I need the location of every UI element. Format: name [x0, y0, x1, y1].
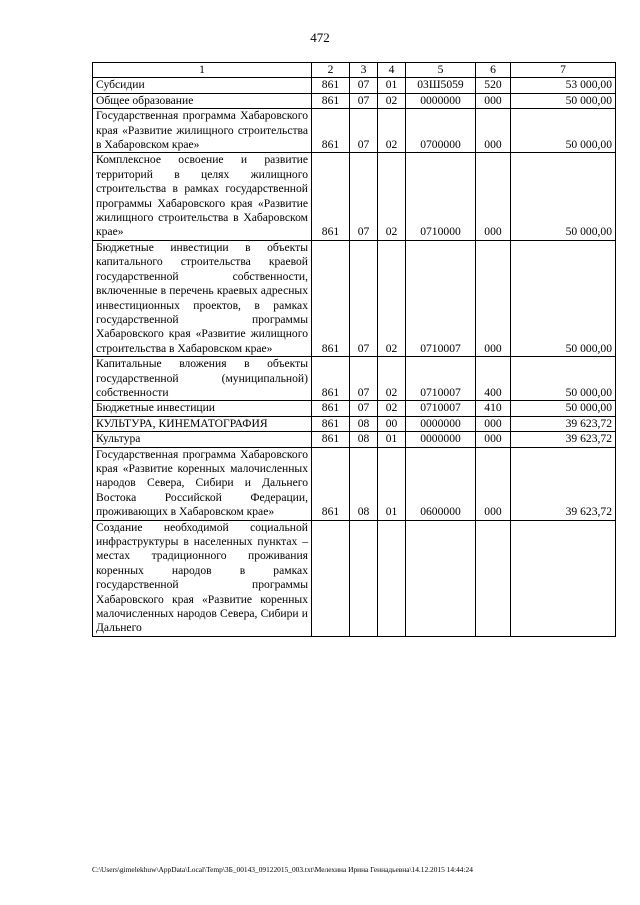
cell-subsection: 02 [378, 401, 406, 416]
cell-expense-type [476, 520, 511, 636]
table-row [93, 447, 616, 520]
row-name: Общее образование [93, 93, 312, 108]
table-row [93, 153, 616, 240]
row-name: Капитальные вложения в объекты государственной (муниципальной) собственности [93, 357, 312, 401]
cell-target-article: 0000000 [406, 432, 476, 447]
cell-target-article: 0000000 [406, 93, 476, 108]
cell-subsection: 00 [378, 416, 406, 431]
cell-subsection: 01 [378, 447, 406, 520]
cell-ministry: 861 [312, 432, 350, 447]
table-row [93, 432, 616, 447]
cell-subsection: 02 [378, 93, 406, 108]
cell-ministry: 861 [312, 240, 350, 356]
cell-expense-type: 000 [476, 447, 511, 520]
cell-amount: 53 000,00 [511, 78, 616, 93]
cell-expense-type: 000 [476, 432, 511, 447]
row-name: Бюджетные инвестиции в объекты капитального строительства краевой государственной собственности, включенные в перечень краевых адресных инвестиционных проектов, в рамках государственной программы Хабаровского края «Развитие жилищного строительства в Хабаровском крае» [93, 240, 312, 356]
cell-ministry: 861 [312, 153, 350, 240]
cell-ministry: 861 [312, 93, 350, 108]
cell-expense-type: 400 [476, 357, 511, 401]
cell-target-article: 0600000 [406, 447, 476, 520]
cell-ministry: 861 [312, 357, 350, 401]
cell-section: 07 [350, 240, 378, 356]
row-name: КУЛЬТУРА, КИНЕМАТОГРАФИЯ [93, 416, 312, 431]
page-number: 472 [310, 30, 330, 45]
cell-ministry [312, 520, 350, 636]
row-name: Государственная программа Хабаровского края «Развитие жилищного строительства в Хабаровском крае» [93, 109, 312, 153]
cell-section: 07 [350, 153, 378, 240]
cell-subsection: 02 [378, 240, 406, 356]
column-header: 2 [312, 63, 350, 78]
column-header: 3 [350, 63, 378, 78]
table-row [93, 401, 616, 416]
row-name: Создание необходимой социальной инфраструктуры в населенных пунктах – местах традиционного проживания коренных народов в рамках государственной программы Хабаровского края «Развитие коренных малочисленных народов Севера, Сибири и Дальнего [93, 520, 312, 636]
cell-section: 08 [350, 432, 378, 447]
cell-expense-type: 410 [476, 401, 511, 416]
cell-section: 07 [350, 78, 378, 93]
cell-section: 07 [350, 93, 378, 108]
column-header: 7 [511, 63, 616, 78]
cell-subsection: 01 [378, 432, 406, 447]
table-row [93, 520, 616, 636]
row-name: Бюджетные инвестиции [93, 401, 312, 416]
column-header: 1 [93, 63, 312, 78]
table-row [93, 109, 616, 153]
cell-expense-type: 000 [476, 240, 511, 356]
cell-target-article: 0000000 [406, 416, 476, 431]
cell-subsection: 02 [378, 357, 406, 401]
cell-subsection: 02 [378, 109, 406, 153]
cell-ministry: 861 [312, 401, 350, 416]
cell-expense-type: 000 [476, 153, 511, 240]
cell-section: 08 [350, 447, 378, 520]
cell-ministry: 861 [312, 78, 350, 93]
table-header-row [93, 63, 616, 78]
cell-amount: 50 000,00 [511, 357, 616, 401]
cell-amount [511, 520, 616, 636]
table-row [93, 78, 616, 93]
cell-target-article: 0710007 [406, 240, 476, 356]
column-header: 4 [378, 63, 406, 78]
cell-subsection [378, 520, 406, 636]
cell-ministry: 861 [312, 416, 350, 431]
cell-expense-type: 000 [476, 416, 511, 431]
cell-amount: 50 000,00 [511, 109, 616, 153]
cell-target-article: 0710000 [406, 153, 476, 240]
file-path-footer: C:\Users\gimelekhuw\AppData\Local\Temp\3Б_00143_09122015_003.txt\Мелехина Ирина Геннадьевна\14.12.2015 14:44:24 [92, 865, 473, 874]
row-name: Комплексное освоение и развитие территорий в целях жилищного строительства в рамках государственной программы Хабаровского края «Развитие жилищного строительства в Хабаровском крае» [93, 153, 312, 240]
cell-section: 07 [350, 357, 378, 401]
cell-section: 08 [350, 416, 378, 431]
cell-expense-type: 520 [476, 78, 511, 93]
cell-ministry: 861 [312, 109, 350, 153]
column-header: 5 [406, 63, 476, 78]
table-row [93, 240, 616, 356]
row-name: Государственная программа Хабаровского края «Развитие коренных малочисленных народов Севера, Сибири и Дальнего Востока Российской Федерации, проживающих в Хабаровском крае» [93, 447, 312, 520]
cell-target-article: 0710007 [406, 401, 476, 416]
cell-amount: 50 000,00 [511, 401, 616, 416]
cell-target-article: 0710007 [406, 357, 476, 401]
cell-subsection: 01 [378, 78, 406, 93]
cell-expense-type: 000 [476, 93, 511, 108]
cell-target-article: 0700000 [406, 109, 476, 153]
cell-ministry: 861 [312, 447, 350, 520]
cell-amount: 50 000,00 [511, 93, 616, 108]
cell-amount: 39 623,72 [511, 432, 616, 447]
cell-amount: 39 623,72 [511, 416, 616, 431]
budget-table [92, 62, 616, 637]
cell-target-article: 03Ш5059 [406, 78, 476, 93]
row-name: Субсидии [93, 78, 312, 93]
column-header: 6 [476, 63, 511, 78]
cell-expense-type: 000 [476, 109, 511, 153]
cell-amount: 50 000,00 [511, 153, 616, 240]
row-name: Культура [93, 432, 312, 447]
cell-amount: 50 000,00 [511, 240, 616, 356]
cell-amount: 39 623,72 [511, 447, 616, 520]
cell-section: 07 [350, 401, 378, 416]
cell-target-article [406, 520, 476, 636]
cell-section: 07 [350, 109, 378, 153]
table-row [93, 416, 616, 431]
cell-subsection: 02 [378, 153, 406, 240]
cell-section [350, 520, 378, 636]
table-row [93, 357, 616, 401]
table-row [93, 93, 616, 108]
